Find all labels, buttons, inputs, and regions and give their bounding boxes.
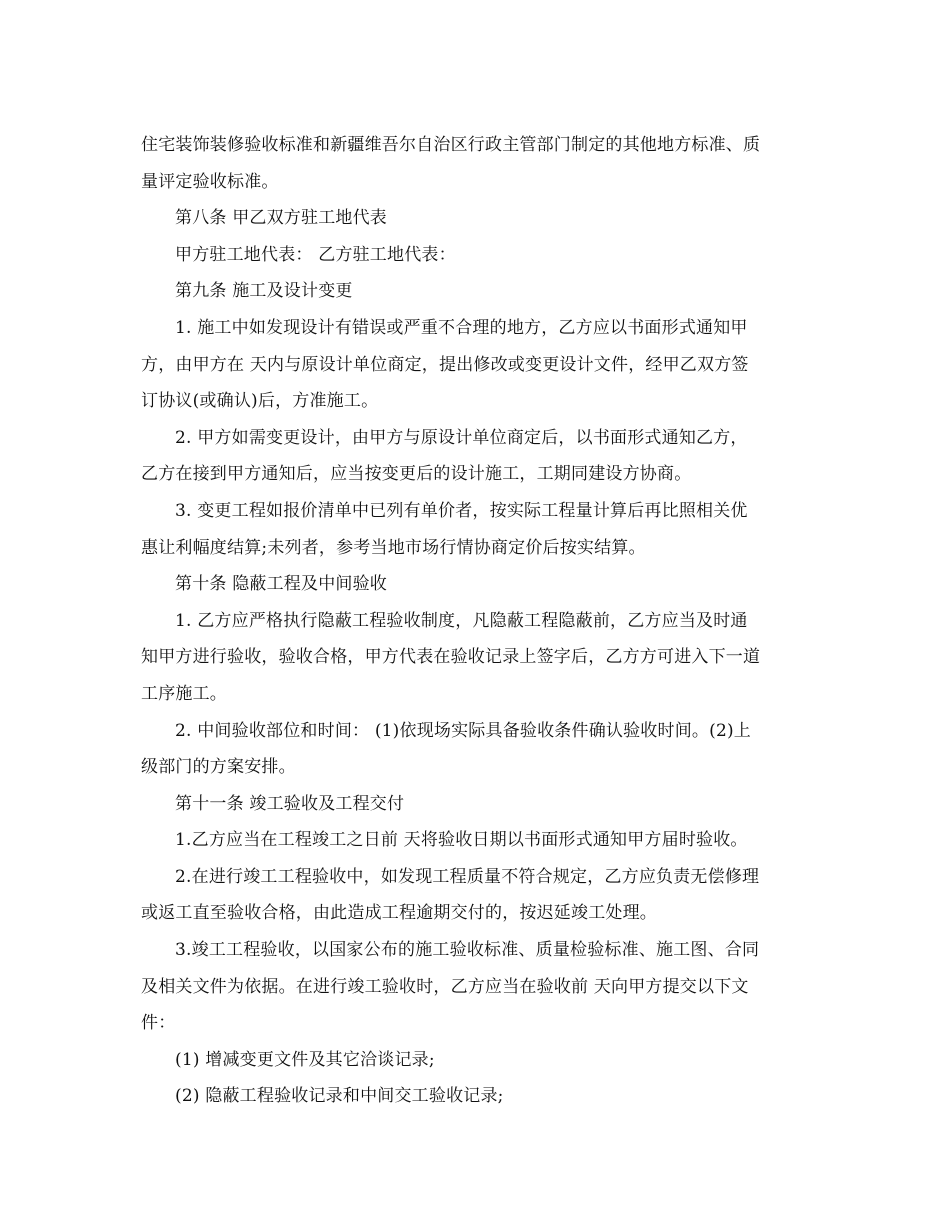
text-line: 3. 变更工程如报价清单中已列有单价者，按实际工程量计算后再比照相关优 <box>175 500 748 521</box>
text-line: 知甲方进行验收，验收合格，甲方代表在验收记录上签字后，乙方方可进入下一道 <box>141 647 761 668</box>
text-line: 2. 中间验收部位和时间： (1)依现场实际具备验收条件确认验收时间。(2)上 <box>175 720 751 741</box>
paragraph <box>141 859 813 932</box>
section-heading <box>141 786 813 823</box>
text-line: 或返工直至验收合格，由此造成工程逾期交付的，按迟延竣工处理。 <box>141 903 657 924</box>
list-item <box>141 1042 813 1079</box>
section-heading <box>141 273 813 310</box>
section-heading <box>141 566 813 603</box>
paragraph <box>141 932 813 1042</box>
text-line: 级部门的方案安排。 <box>141 757 296 778</box>
text-line: 1.乙方应当在工程竣工之日前 天将验收日期以书面形式通知甲方届时验收。 <box>175 830 748 851</box>
paragraph <box>141 493 813 566</box>
text-line: (2) 隐蔽工程验收记录和中间交工验收记录; <box>175 1086 504 1107</box>
text-line: 订协议(或确认)后，方准施工。 <box>141 391 379 412</box>
text-line: 及相关文件为依据。在进行竣工验收时，乙方应当在验收前 天向甲方提交以下文 <box>141 976 749 997</box>
paragraph <box>141 237 813 274</box>
text-line: 第八条 甲乙双方驻工地代表 <box>175 208 388 229</box>
paragraph <box>141 420 813 493</box>
text-line: 工序施工。 <box>141 683 227 704</box>
text-line: (1) 增减变更文件及其它洽谈记录; <box>175 1049 435 1070</box>
text-line: 住宅装饰装修验收标准和新疆维吾尔自治区行政主管部门制定的其他地方标准、质 <box>141 135 761 155</box>
text-line: 量评定验收标准。 <box>141 171 279 192</box>
text-line: 1. 乙方应严格执行隐蔽工程验收制度，凡隐蔽工程隐蔽前，乙方应当及时通 <box>175 610 748 631</box>
paragraph <box>141 713 813 786</box>
text-line: 2. 甲方如需变更设计，由甲方与原设计单位商定后，以书面形式通知乙方， <box>175 427 748 448</box>
text-line: 惠让利幅度结算;未列者，参考当地市场行情协商定价后按实结算。 <box>141 537 646 558</box>
list-item <box>141 1078 813 1115</box>
text-line: 甲方驻工地代表： 乙方驻工地代表： <box>175 244 456 265</box>
text-line: 乙方在接到甲方通知后，应当按变更后的设计施工，工期同建设方协商。 <box>141 464 692 485</box>
text-line: 2.在进行竣工工程验收中，如发现工程质量不符合规定，乙方应负责无偿修理 <box>175 866 760 887</box>
text-line: 3.竣工工程验收，以国家公布的施工验收标准、质量检验标准、施工图、合同 <box>175 940 760 961</box>
text-line: 第九条 施工及设计变更 <box>175 281 353 302</box>
paragraph <box>141 822 813 859</box>
section-heading <box>141 200 813 237</box>
document-body <box>141 127 813 1115</box>
paragraph <box>141 310 813 420</box>
text-line: 1. 施工中如发现设计有错误或严重不合理的地方，乙方应以书面形式通知甲 <box>175 317 748 338</box>
text-line: 第十一条 竣工验收及工程交付 <box>175 793 405 814</box>
text-line: 第十条 隐蔽工程及中间验收 <box>175 574 388 595</box>
paragraph <box>141 127 813 200</box>
text-line: 方，由甲方在 天内与原设计单位商定，提出修改或变更设计文件，经甲乙双方签 <box>141 354 749 375</box>
text-line: 件： <box>141 1013 176 1034</box>
paragraph <box>141 603 813 713</box>
